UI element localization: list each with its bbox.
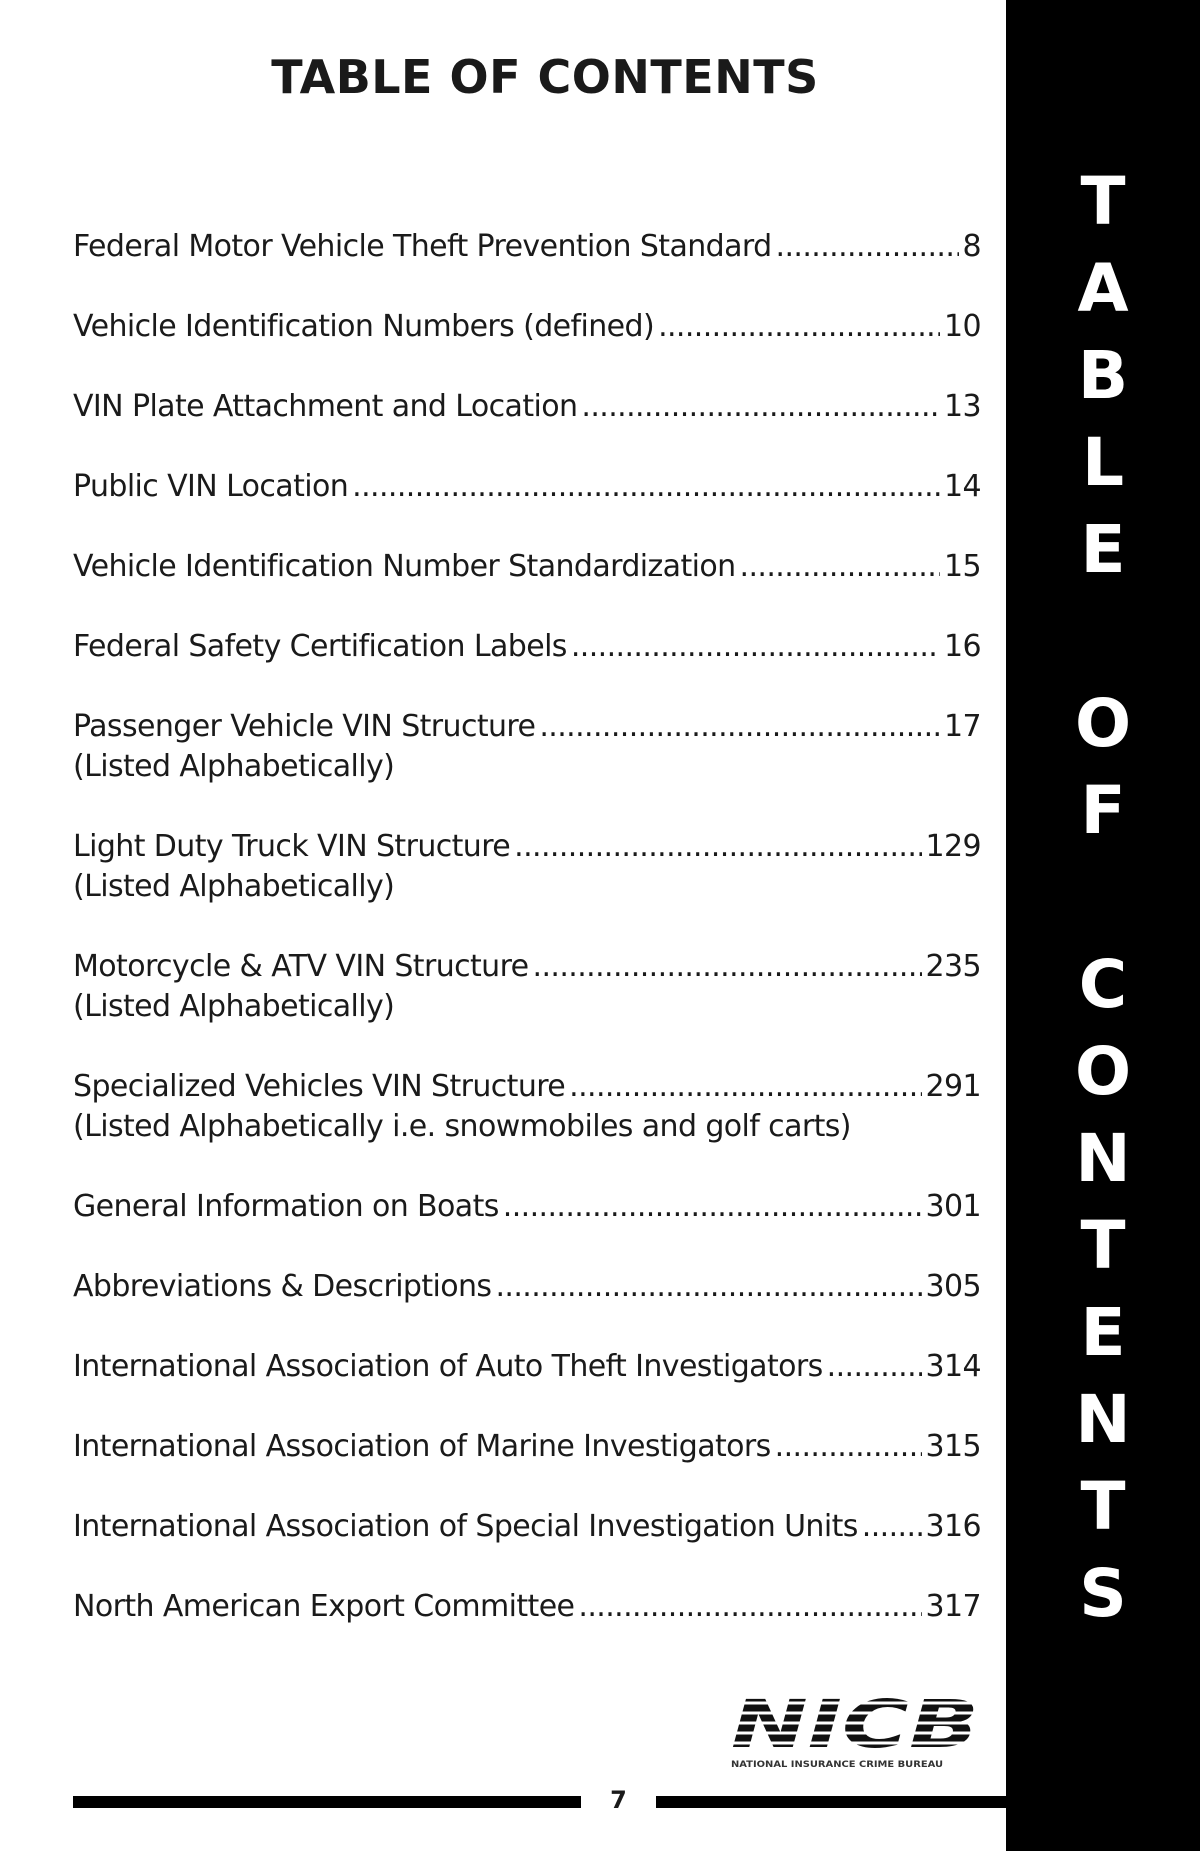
toc-entry-page: 235 <box>925 949 981 984</box>
toc-entry <box>73 467 981 507</box>
toc-entry-page: 314 <box>925 1349 981 1384</box>
side-tab-letter: O <box>1074 1033 1132 1110</box>
toc-entry <box>73 1267 981 1307</box>
side-tab-letter: T <box>1080 1468 1126 1545</box>
toc-entry-title: Specialized Vehicles VIN Structure <box>73 1069 566 1104</box>
toc-entry-title: North American Export Committee <box>73 1589 575 1624</box>
toc-entry <box>73 1187 981 1227</box>
toc-entry-page: 301 <box>925 1189 981 1224</box>
side-tab-letter: N <box>1075 1120 1131 1197</box>
toc-entry-page: 17 <box>944 709 981 744</box>
toc-entry-page: 10 <box>944 309 981 344</box>
toc-entry-subtitle: (Listed Alphabetically) <box>73 749 395 784</box>
side-tab <box>1006 0 1200 1851</box>
footer-rule-left <box>73 1796 581 1808</box>
toc-line <box>73 547 981 587</box>
svg-text:NATIONAL INSURANCE CRIME BUREA: NATIONAL INSURANCE CRIME BUREAU <box>731 1760 943 1770</box>
toc-entry <box>73 1587 981 1627</box>
table-of-contents <box>73 227 981 1667</box>
toc-entry-page: 291 <box>925 1069 981 1104</box>
toc-entry-title: International Association of Marine Investigators <box>73 1429 771 1464</box>
toc-entry-subtitle: (Listed Alphabetically) <box>73 989 395 1024</box>
toc-entry <box>73 307 981 347</box>
dot-leader <box>775 1427 922 1467</box>
svg-text:NICB: NICB <box>731 1693 979 1763</box>
side-tab-letter: S <box>1079 1555 1127 1632</box>
toc-line <box>73 1067 981 1107</box>
toc-entry-page: 15 <box>944 549 981 584</box>
toc-line <box>73 1507 981 1547</box>
dot-leader <box>514 827 921 867</box>
dot-leader <box>495 1267 921 1307</box>
toc-entry <box>73 1507 981 1547</box>
toc-line <box>73 467 981 507</box>
side-tab-letter: O <box>1074 685 1132 762</box>
dot-leader <box>539 707 940 747</box>
toc-line <box>73 707 981 747</box>
toc-entry <box>73 707 981 787</box>
dot-leader <box>569 1067 921 1107</box>
side-tab-letter: C <box>1078 946 1128 1023</box>
toc-entry <box>73 1427 981 1467</box>
toc-line <box>73 387 981 427</box>
dot-leader <box>578 1587 921 1627</box>
side-tab-letter: T <box>1080 1207 1126 1284</box>
toc-line <box>73 1587 981 1627</box>
dot-leader <box>862 1507 922 1547</box>
toc-entry <box>73 1347 981 1387</box>
toc-entry <box>73 547 981 587</box>
toc-entry-page: 316 <box>925 1509 981 1544</box>
side-tab-letter: L <box>1081 424 1125 501</box>
toc-line <box>73 1347 981 1387</box>
toc-entry <box>73 947 981 1027</box>
toc-entry-title: General Information on Boats <box>73 1189 499 1224</box>
toc-entry-title: Vehicle Identification Numbers (defined) <box>73 309 655 344</box>
toc-entry-title: VIN Plate Attachment and Location <box>73 389 578 424</box>
dot-leader <box>827 1347 922 1387</box>
toc-line <box>73 1187 981 1227</box>
side-tab-letter: E <box>1080 511 1126 588</box>
dot-leader <box>571 627 940 667</box>
toc-entry-page: 16 <box>944 629 981 664</box>
toc-entry <box>73 627 981 667</box>
toc-line <box>73 1267 981 1307</box>
toc-entry-page: 317 <box>925 1589 981 1624</box>
toc-entry <box>73 387 981 427</box>
dot-leader <box>533 947 922 987</box>
side-tab-letter <box>1006 593 1200 680</box>
toc-line <box>73 307 981 347</box>
side-tab-letter: N <box>1075 1381 1131 1458</box>
toc-entry-title: Motorcycle & ATV VIN Structure <box>73 949 529 984</box>
toc-entry-title: Abbreviations & Descriptions <box>73 1269 492 1304</box>
toc-entry-subtitle: (Listed Alphabetically) <box>73 869 395 904</box>
side-tab-letter: F <box>1080 772 1126 849</box>
toc-entry-page: 14 <box>944 469 981 504</box>
side-tab-letter: B <box>1077 337 1129 414</box>
toc-entry-page: 305 <box>925 1269 981 1304</box>
toc-entry-title: Public VIN Location <box>73 469 349 504</box>
toc-line <box>73 227 981 267</box>
nicb-logo <box>727 1693 985 1773</box>
toc-entry-title: Passenger Vehicle VIN Structure <box>73 709 536 744</box>
toc-line <box>73 827 981 867</box>
toc-entry-title: Federal Safety Certification Labels <box>73 629 567 664</box>
dot-leader <box>581 387 940 427</box>
side-tab-letter: A <box>1077 250 1129 327</box>
footer-rule-right <box>656 1796 1006 1808</box>
dot-leader <box>740 547 940 587</box>
toc-entry-title: Federal Motor Vehicle Theft Prevention Standard <box>73 229 772 264</box>
page-number: 7 <box>610 1786 627 1814</box>
toc-entry-title: Vehicle Identification Number Standardization <box>73 549 736 584</box>
toc-entry-page: 315 <box>925 1429 981 1464</box>
toc-entry <box>73 827 981 907</box>
toc-entry-page: 8 <box>962 229 981 264</box>
toc-entry-subtitle: (Listed Alphabetically i.e. snowmobiles and golf carts) <box>73 1109 851 1144</box>
toc-line <box>73 947 981 987</box>
side-tab-letter <box>1006 854 1200 941</box>
side-tab-letter: E <box>1080 1294 1126 1371</box>
toc-entry-title: Light Duty Truck VIN Structure <box>73 829 511 864</box>
toc-entry-page: 13 <box>944 389 981 424</box>
toc-line <box>73 627 981 667</box>
toc-entry <box>73 1067 981 1147</box>
toc-entry <box>73 227 981 267</box>
dot-leader <box>658 307 940 347</box>
dot-leader <box>776 227 959 267</box>
toc-entry-title: International Association of Auto Theft Investigators <box>73 1349 823 1384</box>
page-title: TABLE OF CONTENTS <box>271 50 819 104</box>
toc-entry-page: 129 <box>925 829 981 864</box>
dot-leader <box>352 467 940 507</box>
dot-leader <box>503 1187 922 1227</box>
toc-line <box>73 1427 981 1467</box>
side-tab-letter: T <box>1080 163 1126 240</box>
toc-entry-title: International Association of Special Investigation Units <box>73 1509 858 1544</box>
